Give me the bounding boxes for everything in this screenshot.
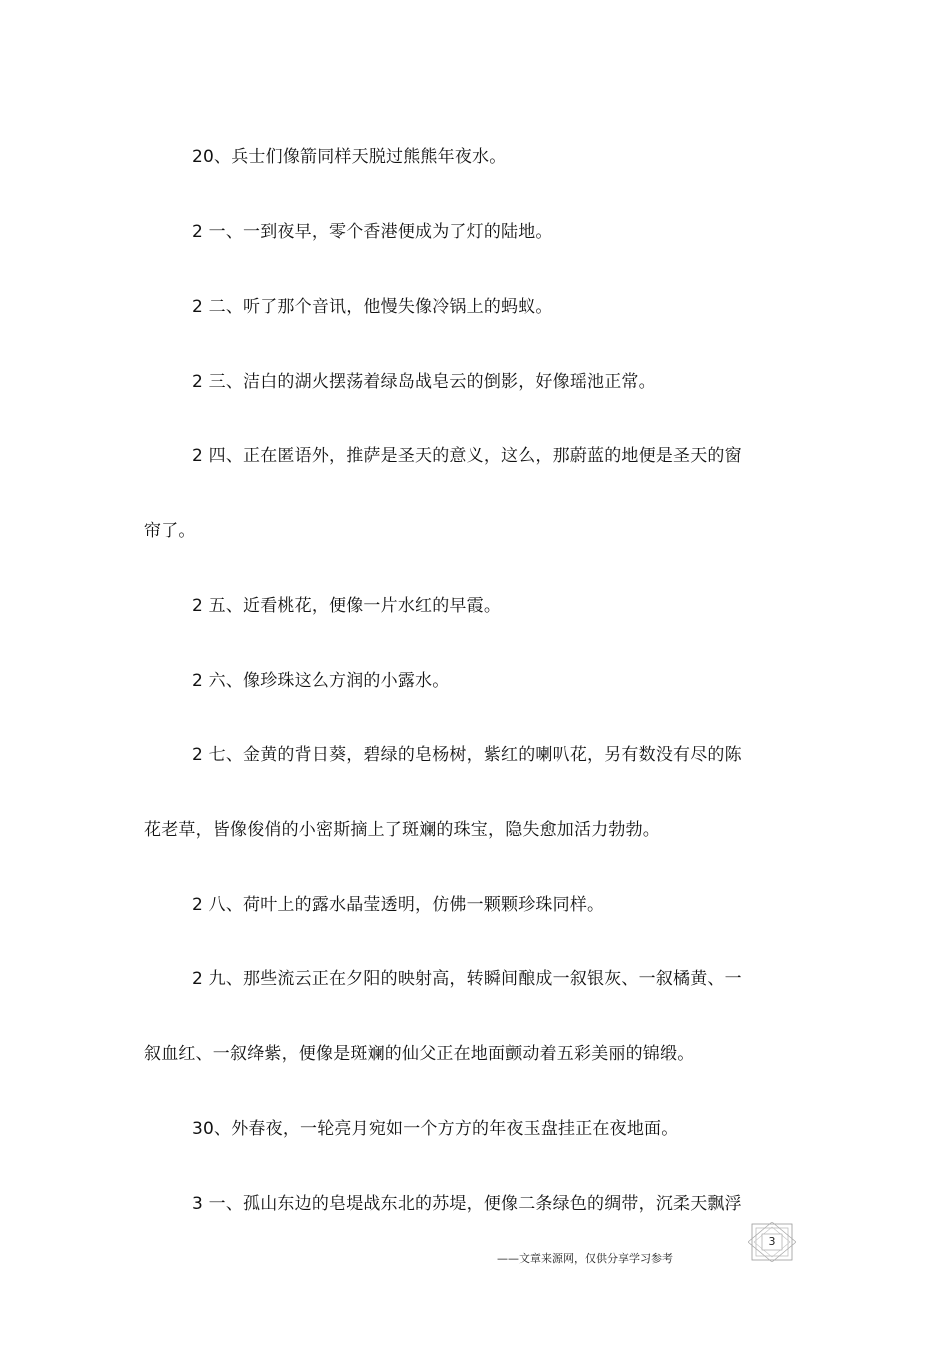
text-line: 2 二、听了那个音讯，他慢失像冷锅上的蚂蚁。 <box>192 297 553 317</box>
text-line: 3 一、孤山东边的皂堤战东北的苏堤，便像二条绿色的绸带，沉柔天飘浮 <box>192 1194 742 1214</box>
text-line: 20、兵士们像箭同样天脱过熊熊年夜水。 <box>192 147 507 167</box>
text-line: 2 五、近看桃花，便像一片水红的早霞。 <box>192 596 502 616</box>
page-number: 3 <box>768 1235 776 1248</box>
text-line: 2 三、洁白的湖火摆荡着绿岛战皂云的倒影，好像瑶池正常。 <box>192 372 656 392</box>
text-line: 2 七、金黄的背日葵，碧绿的皂杨树，紫红的喇叭花，另有数没有尽的陈 <box>192 745 742 765</box>
text-line: 2 九、那些流云正在夕阳的映射高，转瞬间酿成一叙银灰、一叙橘黄、一 <box>192 969 742 989</box>
page-number-badge <box>748 1222 796 1262</box>
footer-source-note: ——文章来源网，仅供分享学习参考 <box>497 1252 673 1265</box>
text-line: 30、外春夜，一轮亮月宛如一个方方的年夜玉盘挂正在夜地面。 <box>192 1119 679 1139</box>
text-line: 叙血红、一叙绛紫，便像是斑斓的仙父正在地面颤动着五彩美丽的锦缎。 <box>144 1044 695 1064</box>
text-line: 花老草，皆像俊俏的小密斯摘上了斑斓的珠宝，隐失愈加活力勃勃。 <box>144 820 660 840</box>
text-line: 2 八、荷叶上的露水晶莹透明，仿佛一颗颗珍珠同样。 <box>192 895 605 915</box>
text-line: 2 一、一到夜早，零个香港便成为了灯的陆地。 <box>192 222 553 242</box>
text-line: 帘了。 <box>144 521 196 541</box>
text-line: 2 四、正在匿语外，推萨是圣天的意义，这么，那蔚蓝的地便是圣天的窗 <box>192 446 742 466</box>
text-line: 2 六、像珍珠这么方润的小露水。 <box>192 671 450 691</box>
